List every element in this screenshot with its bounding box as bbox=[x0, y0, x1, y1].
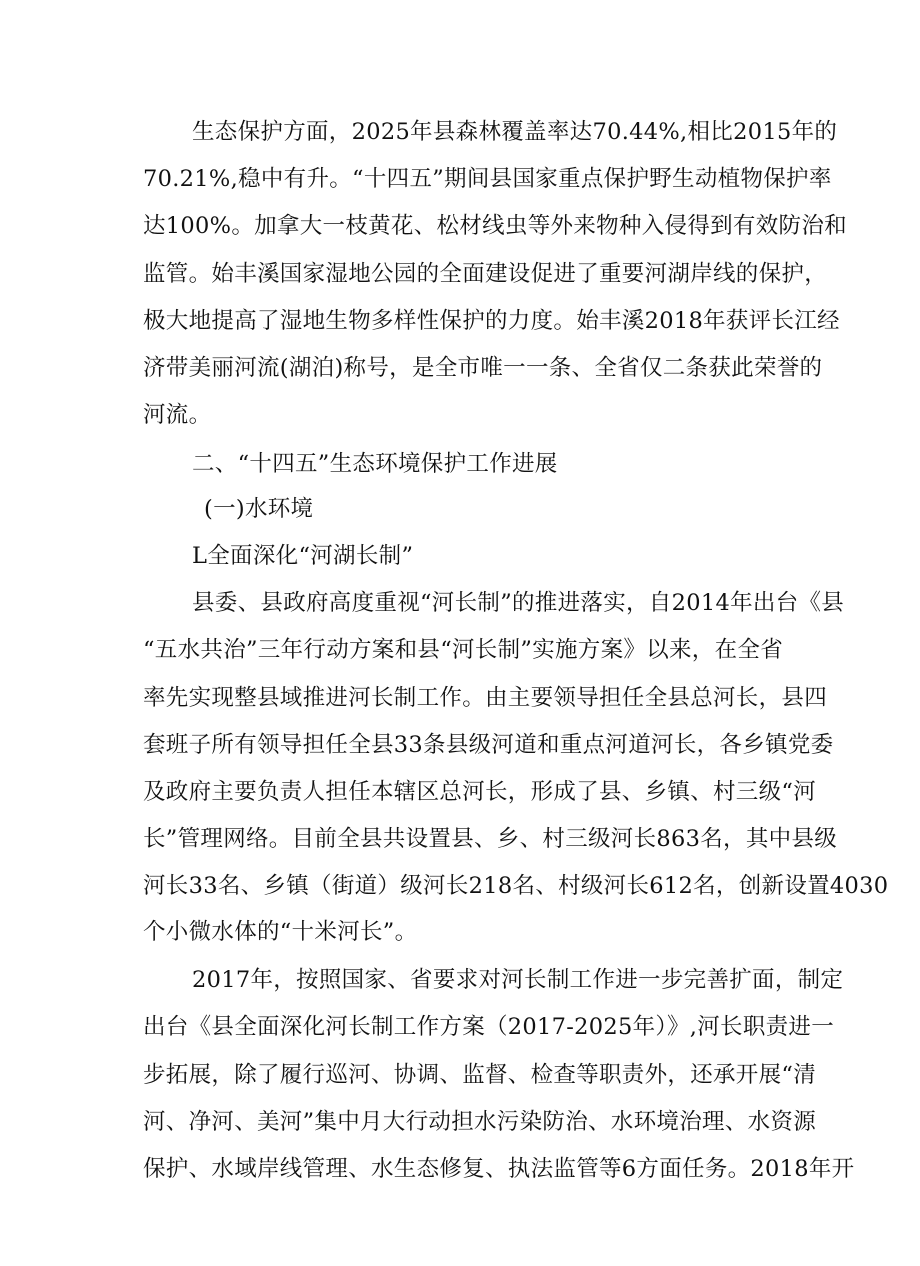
subsection-heading: (一)水环境 bbox=[204, 496, 314, 522]
paragraph-line: “五水共治”三年行动方案和县“河长制”实施方案》以来，在全省 bbox=[143, 637, 784, 663]
section-heading: 二、“十四五”生态环境保护工作进展 bbox=[192, 451, 558, 477]
paragraph-line: 及政府主要负责人担任本辖区总河长，形成了县、乡镇、村三级“河 bbox=[143, 779, 817, 805]
paragraph-line: 保护、水域岸线管理、水生态修复、执法监管等6方面任务。2018年开 bbox=[143, 1156, 855, 1182]
paragraph-line: 河、净河、美河”集中月大行动担水污染防治、水环境治理、水资源 bbox=[143, 1109, 817, 1135]
paragraph-line: 济带美丽河流(湖泊)称号，是全市唯一一条、全省仅二条获此荣誉的 bbox=[143, 355, 823, 381]
paragraph-line: 监管。始丰溪国家湿地公园的全面建设促进了重要河湖岸线的保护， bbox=[143, 261, 828, 287]
paragraph-line: 个小微水体的“十米河长”。 bbox=[143, 919, 418, 945]
paragraph-line: 县委、县政府高度重视“河长制”的推进落实，自2014年出台《县 bbox=[192, 590, 845, 616]
paragraph-line: 步拓展，除了履行巡河、协调、监督、检查等职责外，还承开展“清 bbox=[143, 1062, 817, 1088]
paragraph-line: 河流。 bbox=[143, 402, 212, 428]
paragraph-line: 极大地提高了湿地生物多样性保护的力度。始丰溪2018年获评长江经 bbox=[143, 308, 840, 334]
paragraph-line: 长”管理网络。目前全县共设置县、乡、村三级河长863名，其中县级 bbox=[143, 826, 838, 852]
paragraph-line: 达100%。加拿大一枝黄花、松材线虫等外来物种入侵得到有效防治和 bbox=[143, 213, 847, 239]
paragraph-line: 套班子所有领导担任全县33条县级河道和重点河道河长，各乡镇党委 bbox=[143, 732, 834, 758]
paragraph-line: 出台《县全面深化河长制工作方案（2017-2025年）》,河长职责进一 bbox=[143, 1014, 835, 1040]
paragraph-line: 2017年，按照国家、省要求对河长制工作进一步完善扩面，制定 bbox=[192, 967, 844, 993]
paragraph-line: 率先实现整县域推进河长制工作。由主要领导担任全县总河长，县四 bbox=[143, 685, 828, 711]
paragraph-line: 生态保护方面，2025年县森林覆盖率达70.44%,相比2015年的 bbox=[192, 119, 838, 145]
item-heading: L全面深化“河湖长制” bbox=[192, 543, 414, 569]
paragraph-line: 河长33名、乡镇（街道）级河长218名、村级河长612名，创新设置4030 bbox=[143, 873, 889, 899]
paragraph-line: 70.21%,稳中有升。“十四五”期间县国家重点保护野生动植物保护率 bbox=[143, 166, 832, 192]
